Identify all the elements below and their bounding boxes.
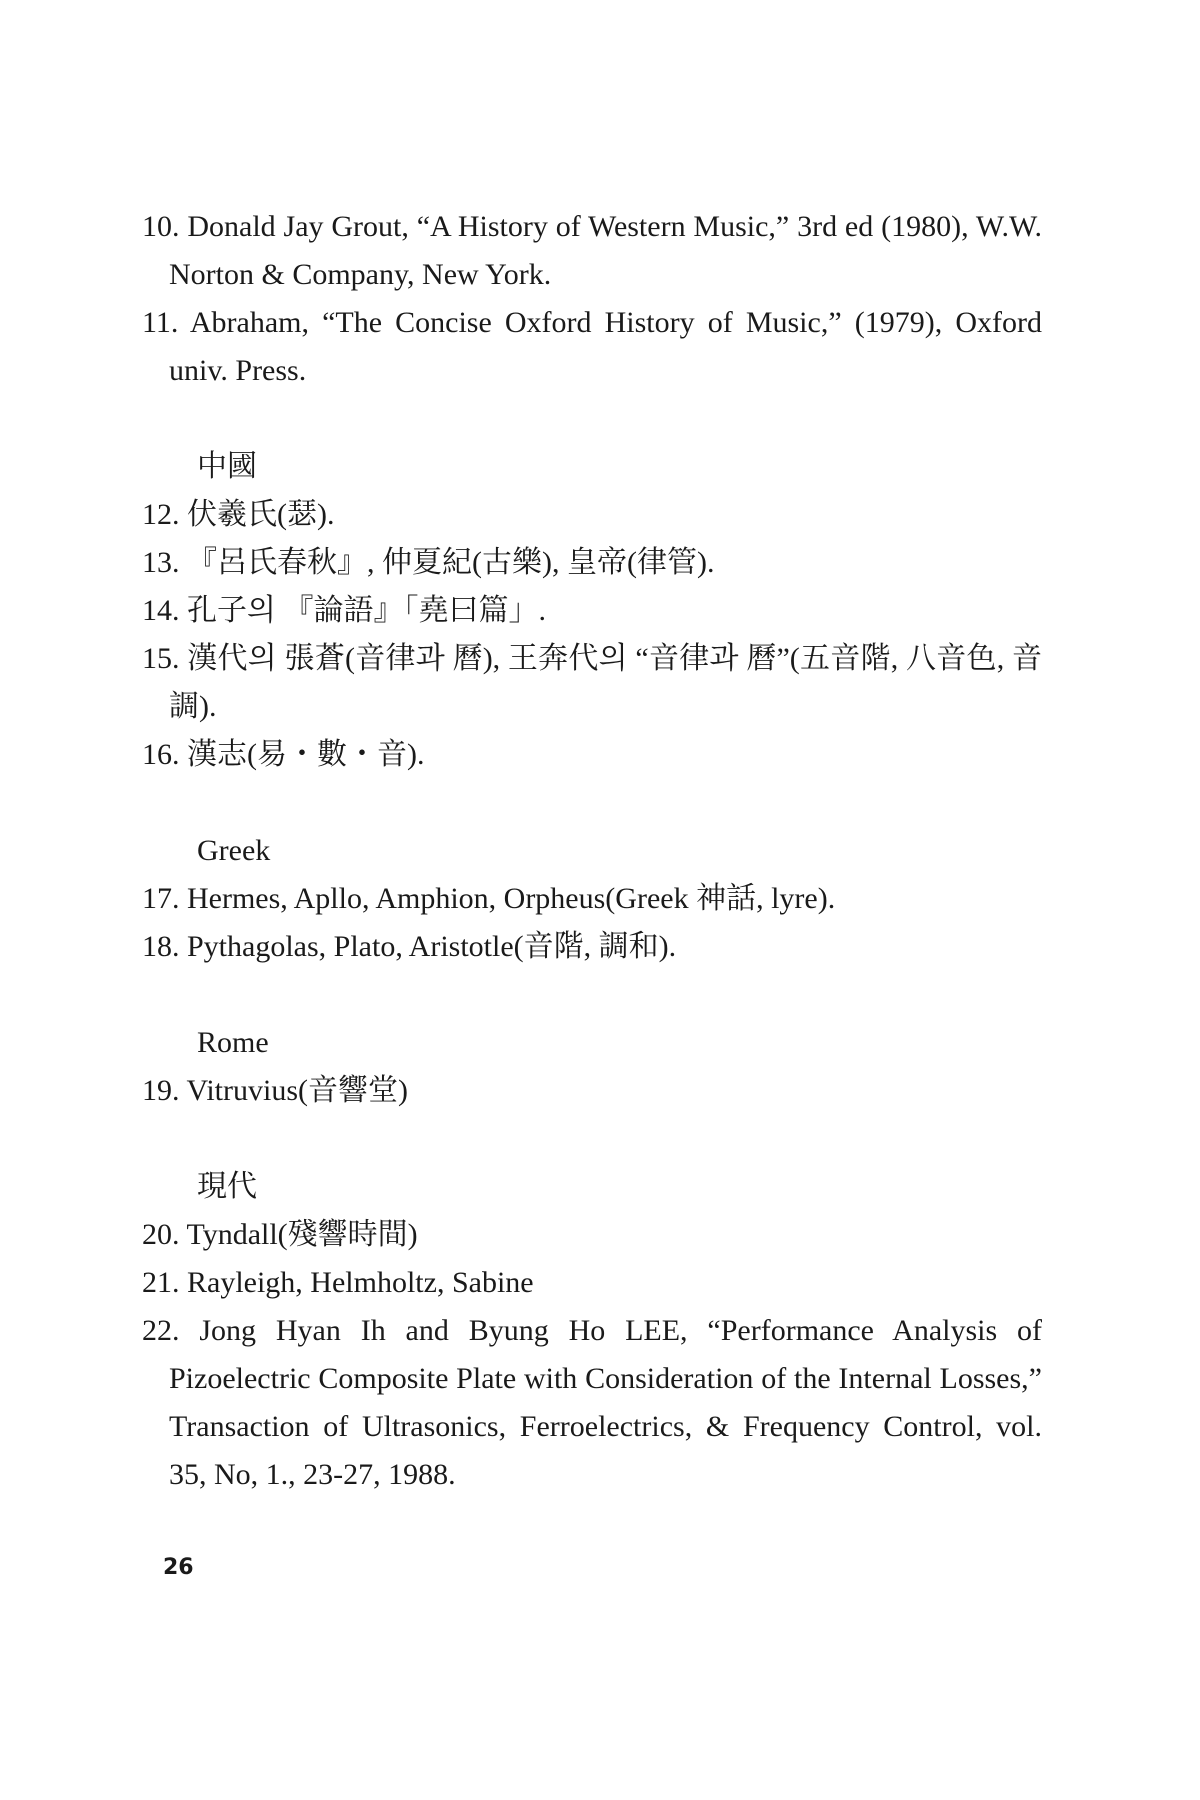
section-spacer <box>142 971 1042 1019</box>
reference-text: 漢志(易・數・音). <box>187 738 425 771</box>
reference-text: Hermes, Apllo, Amphion, Orpheus(Greek 神話, lyre). <box>187 882 836 915</box>
reference-number: 14. <box>142 594 180 627</box>
section-heading-rome: Rome <box>197 1026 269 1059</box>
reference-text: Donald Jay Grout, “A History of Western Music,” 3rd ed (1980), W.W. Norton & Company, New York. <box>169 210 1043 291</box>
reference-number: 21. <box>142 1266 180 1299</box>
section-spacer <box>142 395 1042 443</box>
reference-text: 『呂氏春秋』, 仲夏紀(古樂), 皇帝(律管). <box>187 546 715 579</box>
reference-item-12 <box>142 491 1042 539</box>
reference-text: 漢代의 張蒼(音律과 曆), 王奔代의 “音律과 曆”(五音階, 八音色, 音調). <box>169 642 1042 723</box>
reference-number: 16. <box>142 738 180 771</box>
reference-item-10 <box>142 203 1042 299</box>
reference-item-16 <box>142 731 1042 779</box>
reference-text: 伏羲氏(瑟). <box>187 498 335 531</box>
page-number: 26 <box>163 1555 194 1580</box>
reference-item-13 <box>142 539 1042 587</box>
reference-text: Tyndall(殘響時間) <box>186 1218 418 1251</box>
reference-item-17 <box>142 875 1042 923</box>
section-heading-china: 中國 <box>197 450 257 483</box>
reference-text: Pythagolas, Plato, Aristotle(音階, 調和). <box>187 930 677 963</box>
reference-item-19 <box>142 1067 1042 1115</box>
reference-number: 12. <box>142 498 180 531</box>
reference-item-18 <box>142 923 1042 971</box>
reference-number: 20. <box>142 1218 180 1251</box>
section-spacer <box>142 1115 1042 1163</box>
reference-number: 11. <box>142 306 179 339</box>
reference-item-15 <box>142 635 1042 731</box>
reference-item-14 <box>142 587 1042 635</box>
section-heading-modern: 現代 <box>197 1170 257 1203</box>
reference-number: 22. <box>142 1314 180 1347</box>
reference-number: 19. <box>142 1074 180 1107</box>
section-heading-greek: Greek <box>197 834 271 867</box>
reference-text: Jong Hyan Ih and Byung Ho LEE, “Performance Analysis of Pizoelectric Composite Plate with Consideration of the Internal Losses,” Transaction of Ultrasonics, Ferroelectrics, & Frequency Control, vol. 35, No, 1., 23-27, 1988. <box>169 1314 1043 1491</box>
reference-number: 10. <box>142 210 180 243</box>
reference-text: Abraham, “The Concise Oxford History of Music,” (1979), Oxford univ. Press. <box>169 306 1042 387</box>
reference-number: 18. <box>142 930 180 963</box>
reference-number: 13. <box>142 546 180 579</box>
reference-item-20 <box>142 1211 1042 1259</box>
reference-text: 孔子의 『論語』「堯曰篇」. <box>187 594 546 627</box>
reference-item-11 <box>142 299 1042 395</box>
section-spacer <box>142 779 1042 827</box>
reference-item-21 <box>142 1259 1042 1307</box>
reference-item-22 <box>142 1307 1042 1499</box>
reference-list <box>142 203 1042 1499</box>
reference-text: Rayleigh, Helmholtz, Sabine <box>187 1266 534 1299</box>
reference-number: 15. <box>142 642 180 675</box>
reference-number: 17. <box>142 882 180 915</box>
reference-text: Vitruvius(音響堂) <box>186 1074 408 1107</box>
